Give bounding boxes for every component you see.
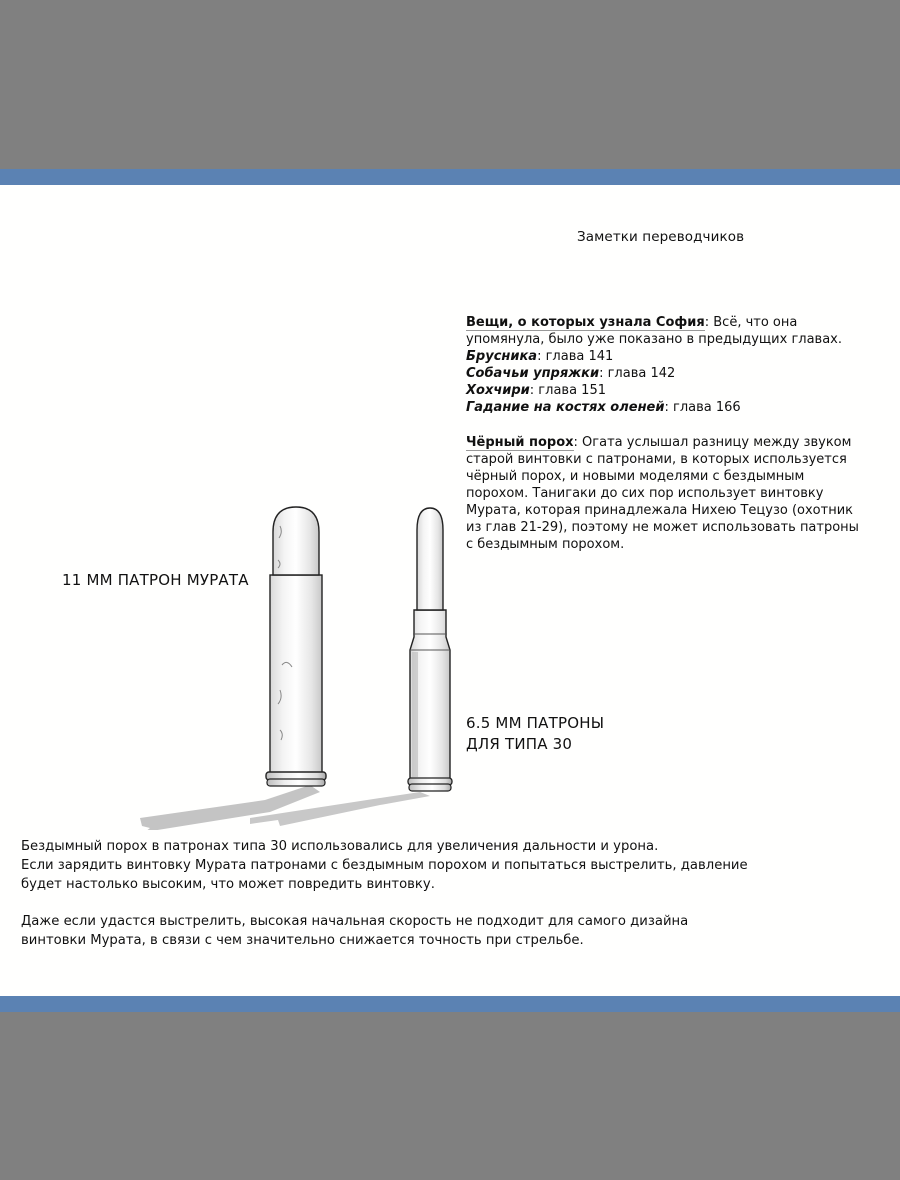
explanation-line: винтовки Мурата, в связи с чем значительно снижается точность при стрельбе. — [21, 933, 584, 948]
explanation-line: Даже если удастся выстрелить, высокая начальная скорость не подходит для самого дизайна — [21, 914, 689, 929]
ref-term: Гадание на костях оленей — [466, 400, 665, 415]
note-black-powder-text: : Огата услышал разницу между звуком старой винтовки с патронами, в которых используется чёрный порох, и новыми моделями с бездымным порохом. Танигаки до сих пор использует винтовку Мурата, которая принадлежала Нихею Тецузо (охотник из глав 21-29), поэтому не может использовать патроны с бездымным порохом. — [466, 435, 859, 552]
note-sofia — [466, 314, 866, 348]
explanation-line: Бездымный порох в патронах типа 30 использовались для увеличения дальности и урона. — [21, 839, 659, 854]
notes-block — [466, 314, 866, 553]
explanation-text — [21, 837, 881, 950]
ref-item — [466, 365, 866, 382]
note-black-powder-heading: Чёрный порох — [466, 435, 574, 450]
bottom-blue-stripe — [0, 996, 900, 1012]
top-gray-band — [0, 0, 900, 169]
bottom-gray-band — [0, 1012, 900, 1180]
ref-term: Хохчири — [466, 383, 530, 398]
label-type30-line2: ДЛЯ ТИПА 30 — [466, 735, 573, 753]
ref-chapter: : глава 141 — [537, 349, 614, 364]
explanation-line: Если зарядить винтовку Мурата патронами с бездымным порохом и попытаться выстрелить, давление — [21, 858, 748, 873]
note-sofia-heading: Вещи, о которых узнала София — [466, 315, 705, 330]
cartridges-illustration — [130, 500, 470, 830]
label-type30-line1: 6.5 ММ ПАТРОНЫ — [466, 714, 605, 732]
ref-item — [466, 382, 866, 399]
label-murata-cartridge: 11 ММ ПАТРОН МУРАТА — [62, 571, 249, 589]
label-type30-cartridge — [466, 713, 604, 755]
explanation-line: будет настолько высоким, что может повредить винтовку. — [21, 877, 435, 892]
ref-term: Собачьи упряжки — [466, 366, 600, 381]
ref-chapter: : глава 166 — [664, 400, 741, 415]
ref-item — [466, 348, 866, 365]
ref-chapter: : глава 142 — [599, 366, 676, 381]
top-blue-stripe — [0, 169, 900, 185]
ref-chapter: : глава 151 — [529, 383, 606, 398]
ref-item — [466, 399, 866, 416]
ref-term: Брусника — [466, 349, 538, 364]
cartridge-small-icon — [408, 508, 452, 791]
note-sofia-text: : Всё, что она упомянула, было уже показано в предыдущих главах. — [466, 315, 843, 347]
page-title: Заметки переводчиков — [577, 229, 745, 245]
cartridge-large-icon — [266, 507, 326, 786]
note-black-powder — [466, 434, 866, 553]
